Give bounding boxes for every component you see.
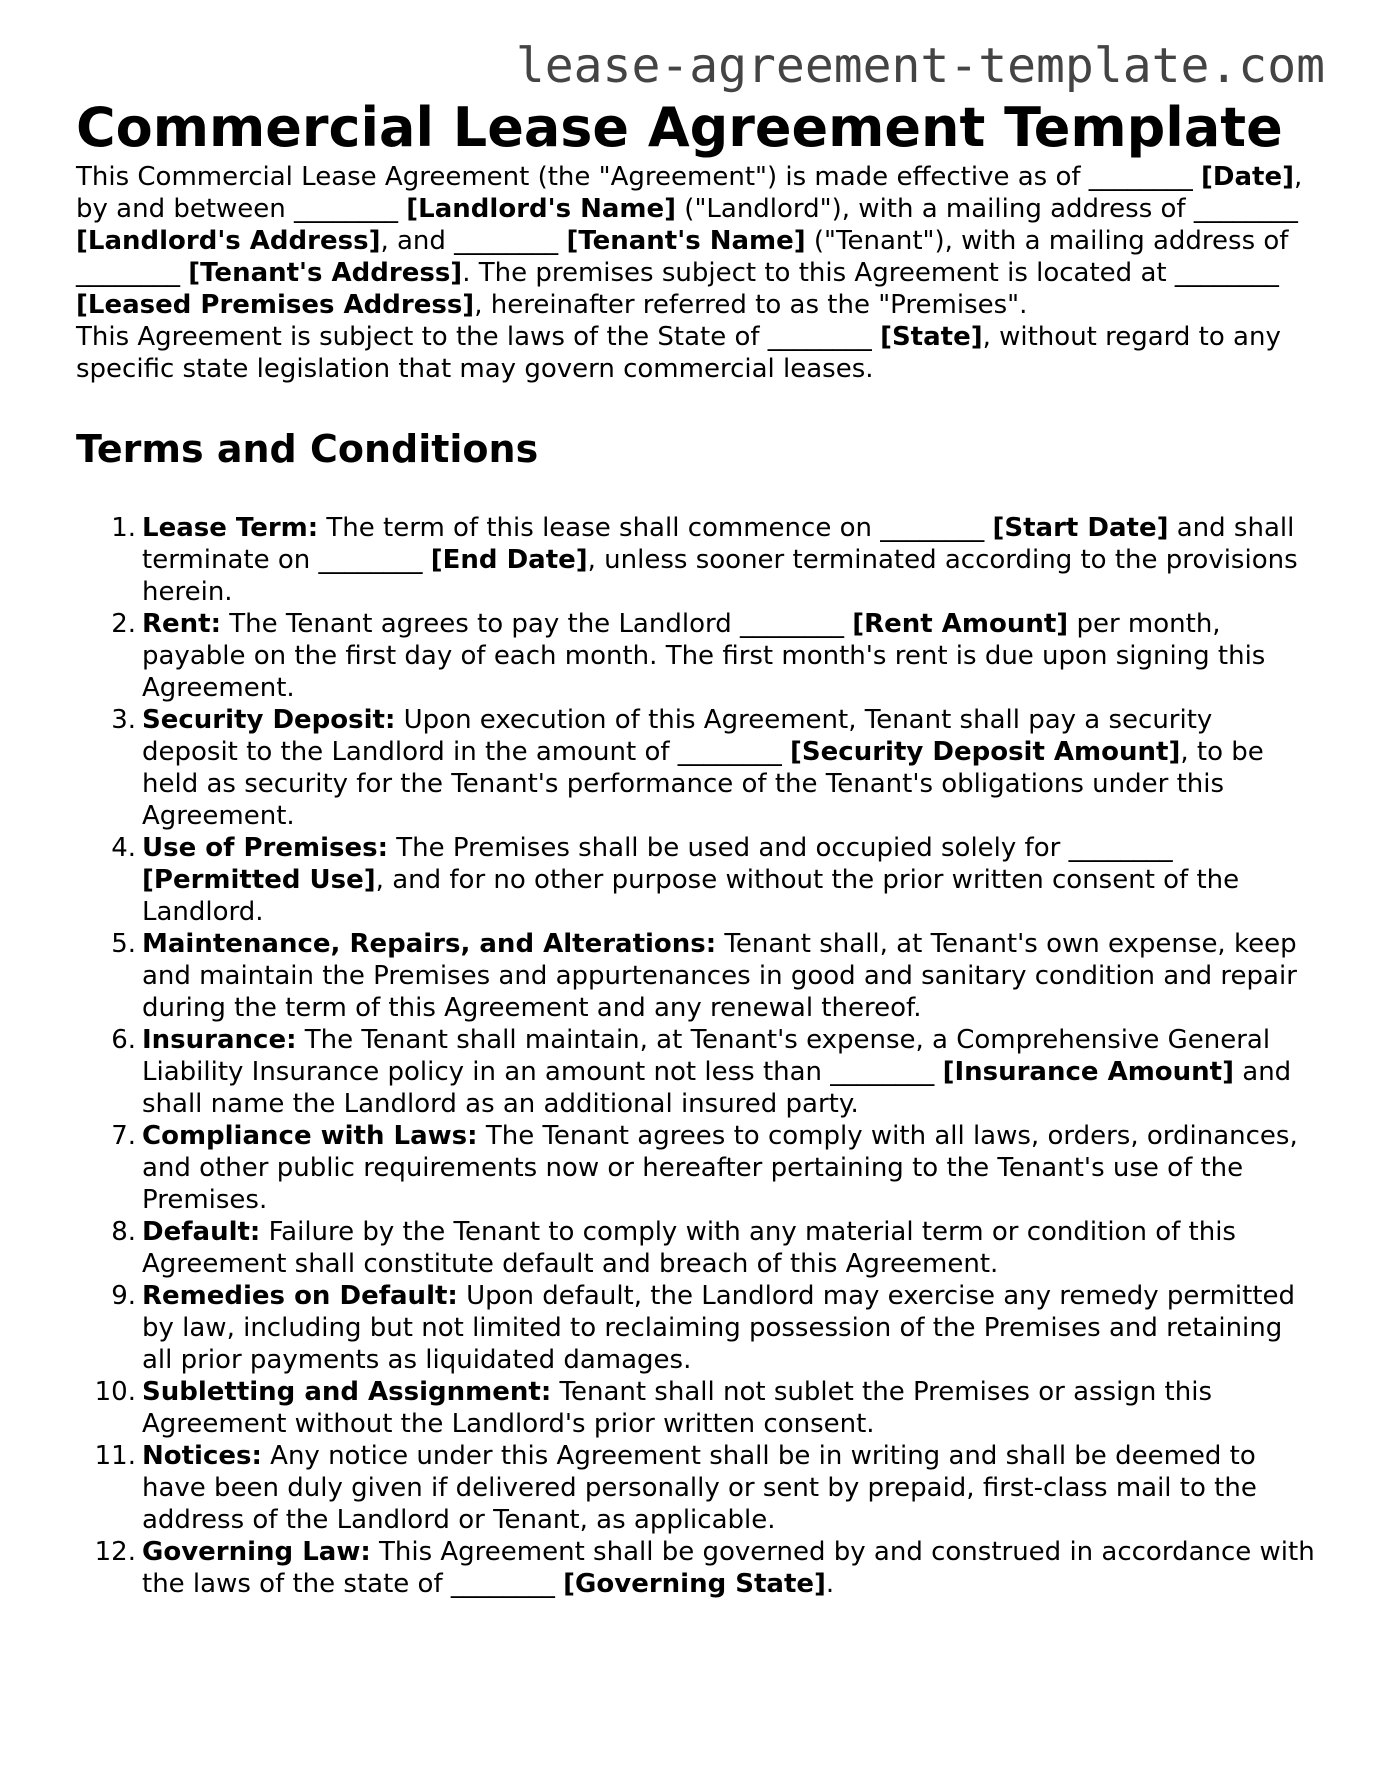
term-number: 6. <box>111 1025 136 1056</box>
term-number: 11. <box>94 1441 136 1472</box>
term-text: This Agreement shall be governed by and construed in accordance with the laws of the state of <box>142 1537 1315 1600</box>
term-title: Use of Premises: <box>142 833 388 864</box>
term-text: Tenant shall, at Tenant's own expense, keep and maintain the Premises and appurtenances in good and sanitary condition and repair during the term of this Agreement and any renewal thereof. <box>142 929 1297 1024</box>
blank-line: ________ <box>1068 833 1173 864</box>
tenant-name-field: [Tenant's Name] <box>566 225 806 256</box>
term-item <box>76 1280 1316 1376</box>
intro-text: ("Tenant"), with a mailing address of <box>805 225 1289 256</box>
blank-line: ________ <box>677 737 782 768</box>
term-text: per month, payable on the first day of each month. The first month's rent is due upon signing this Agreement. <box>142 609 1266 704</box>
blank-line: ________ <box>294 193 399 224</box>
term-text: Tenant shall not sublet the Premises or assign this Agreement without the Landlord's prior written consent. <box>142 1377 1212 1440</box>
intro-text: . The premises subject to this Agreement is located at <box>462 257 1175 288</box>
term-number: 4. <box>111 833 136 864</box>
term-number: 1. <box>111 513 136 544</box>
landlord-address-field: [Landlord's Address] <box>76 225 381 256</box>
term-field: [Permitted Use] <box>142 865 376 896</box>
term-title: Remedies on Default: <box>142 1281 458 1312</box>
landlord-name-field: [Landlord's Name] <box>406 193 677 224</box>
blank-line: ________ <box>880 513 985 544</box>
blank-line: ________ <box>318 545 423 576</box>
term-text: and shall name the Landlord as an additional insured party. <box>142 1057 1292 1120</box>
term-title: Maintenance, Repairs, and Alterations: <box>142 929 717 960</box>
blank-line: ________ <box>830 1057 935 1088</box>
page-title: Commercial Lease Agreement Template <box>76 96 1283 159</box>
state-field: [State] <box>880 321 983 352</box>
term-number: 5. <box>111 929 136 960</box>
intro-text: , by and between <box>76 161 1303 224</box>
term-item <box>76 1376 1316 1440</box>
term-field: [Governing State] <box>563 1569 826 1600</box>
term-number: 9. <box>111 1281 136 1312</box>
intro-text: This Commercial Lease Agreement (the "Agreement") is made effective as of <box>76 161 1089 192</box>
intro-paragraph <box>76 161 1316 321</box>
intro-text: , and <box>380 225 455 256</box>
term-text: Failure by the Tenant to comply with any material term or condition of this Agreement shall constitute default and breach of this Agreement. <box>142 1217 1236 1280</box>
watermark: lease-agreement-template.com <box>515 38 1325 94</box>
term-text: The Tenant shall maintain, at Tenant's expense, a Comprehensive General Liability Insurance policy in an amount not less than <box>142 1025 1271 1088</box>
blank-line: ________ <box>454 225 559 256</box>
section-heading: Terms and Conditions <box>76 426 539 471</box>
term-field: [End Date] <box>430 545 588 576</box>
state-text: This Agreement is subject to the laws of the State of <box>76 321 768 352</box>
state-text: , without regard to any specific state legislation that may govern commercial leases. <box>76 321 1281 384</box>
term-text: and shall terminate on <box>142 513 1295 576</box>
term-title: Default: <box>142 1217 261 1248</box>
term-text: , unless sooner terminated according to the provisions herein. <box>142 545 1298 608</box>
term-number: 8. <box>111 1217 136 1248</box>
term-text: , and for no other purpose without the prior written consent of the Landlord. <box>142 865 1240 928</box>
term-title: Rent: <box>142 609 221 640</box>
term-item <box>76 512 1316 608</box>
term-field: [Security Deposit Amount] <box>790 737 1181 768</box>
term-field: [Insurance Amount] <box>942 1057 1234 1088</box>
term-text: The Premises shall be used and occupied solely for <box>388 833 1069 864</box>
term-text: The Tenant agrees to comply with all laws, orders, ordinances, and other public requirements now or hereafter pertaining to the Tenant's use of the Premises. <box>142 1121 1298 1216</box>
term-item <box>76 608 1316 704</box>
blank-line: ________ <box>76 257 180 288</box>
blank-line: ________ <box>1088 161 1193 192</box>
blank-line: ________ <box>450 1569 555 1600</box>
term-number: 12. <box>94 1537 136 1568</box>
term-text: The Tenant agrees to pay the Landlord <box>221 609 740 640</box>
term-title: Compliance with Laws: <box>142 1121 478 1152</box>
term-title: Notices: <box>142 1441 262 1472</box>
term-title: Lease Term: <box>142 513 319 544</box>
premises-address-field: [Leased Premises Address] <box>76 289 475 320</box>
term-title: Security Deposit: <box>142 705 396 736</box>
blank-line: ________ <box>767 321 872 352</box>
intro-text: , hereinafter referred to as the "Premises". <box>474 289 1028 320</box>
term-item <box>76 928 1316 1024</box>
term-text: , to be held as security for the Tenant's performance of the Tenant's obligations under this Agreement. <box>142 737 1264 832</box>
term-item <box>76 1440 1316 1536</box>
term-item <box>76 1536 1316 1600</box>
document-body <box>76 96 1316 1600</box>
term-text: Upon execution of this Agreement, Tenant shall pay a security deposit to the Landlord in the amount of <box>142 705 1213 768</box>
term-text: Any notice under this Agreement shall be in writing and shall be deemed to have been duly given if delivered personally or sent by prepaid, first-class mail to the address of the Landlord or Tenant, as applicable. <box>142 1441 1257 1536</box>
term-item <box>76 1120 1316 1216</box>
term-title: Governing Law: <box>142 1537 371 1568</box>
terms-list <box>76 512 1316 1600</box>
term-text: . <box>825 1569 835 1600</box>
date-field: [Date] <box>1201 161 1295 192</box>
term-number: 7. <box>111 1121 136 1152</box>
blank-line: ________ <box>1174 257 1279 288</box>
term-item <box>76 704 1316 832</box>
term-number: 3. <box>111 705 136 736</box>
blank-line: ________ <box>1193 193 1298 224</box>
term-text: The term of this lease shall commence on <box>318 513 881 544</box>
term-number: 2. <box>111 609 136 640</box>
term-title: Insurance: <box>142 1025 297 1056</box>
term-text: Upon default, the Landlord may exercise any remedy permitted by law, including but not limited to reclaiming possession of the Premises and retaining all prior payments as liquidated damages. <box>142 1281 1296 1376</box>
blank-line: ________ <box>739 609 844 640</box>
term-title: Subletting and Assignment: <box>142 1377 552 1408</box>
term-field: [Start Date] <box>992 513 1169 544</box>
state-paragraph <box>76 321 1316 385</box>
term-item <box>76 1216 1316 1280</box>
term-item <box>76 1024 1316 1120</box>
intro-text: ("Landlord"), with a mailing address of <box>676 193 1194 224</box>
tenant-address-field: [Tenant's Address] <box>188 257 463 288</box>
term-field: [Rent Amount] <box>852 609 1069 640</box>
term-item <box>76 832 1316 928</box>
term-number: 10. <box>94 1377 136 1408</box>
